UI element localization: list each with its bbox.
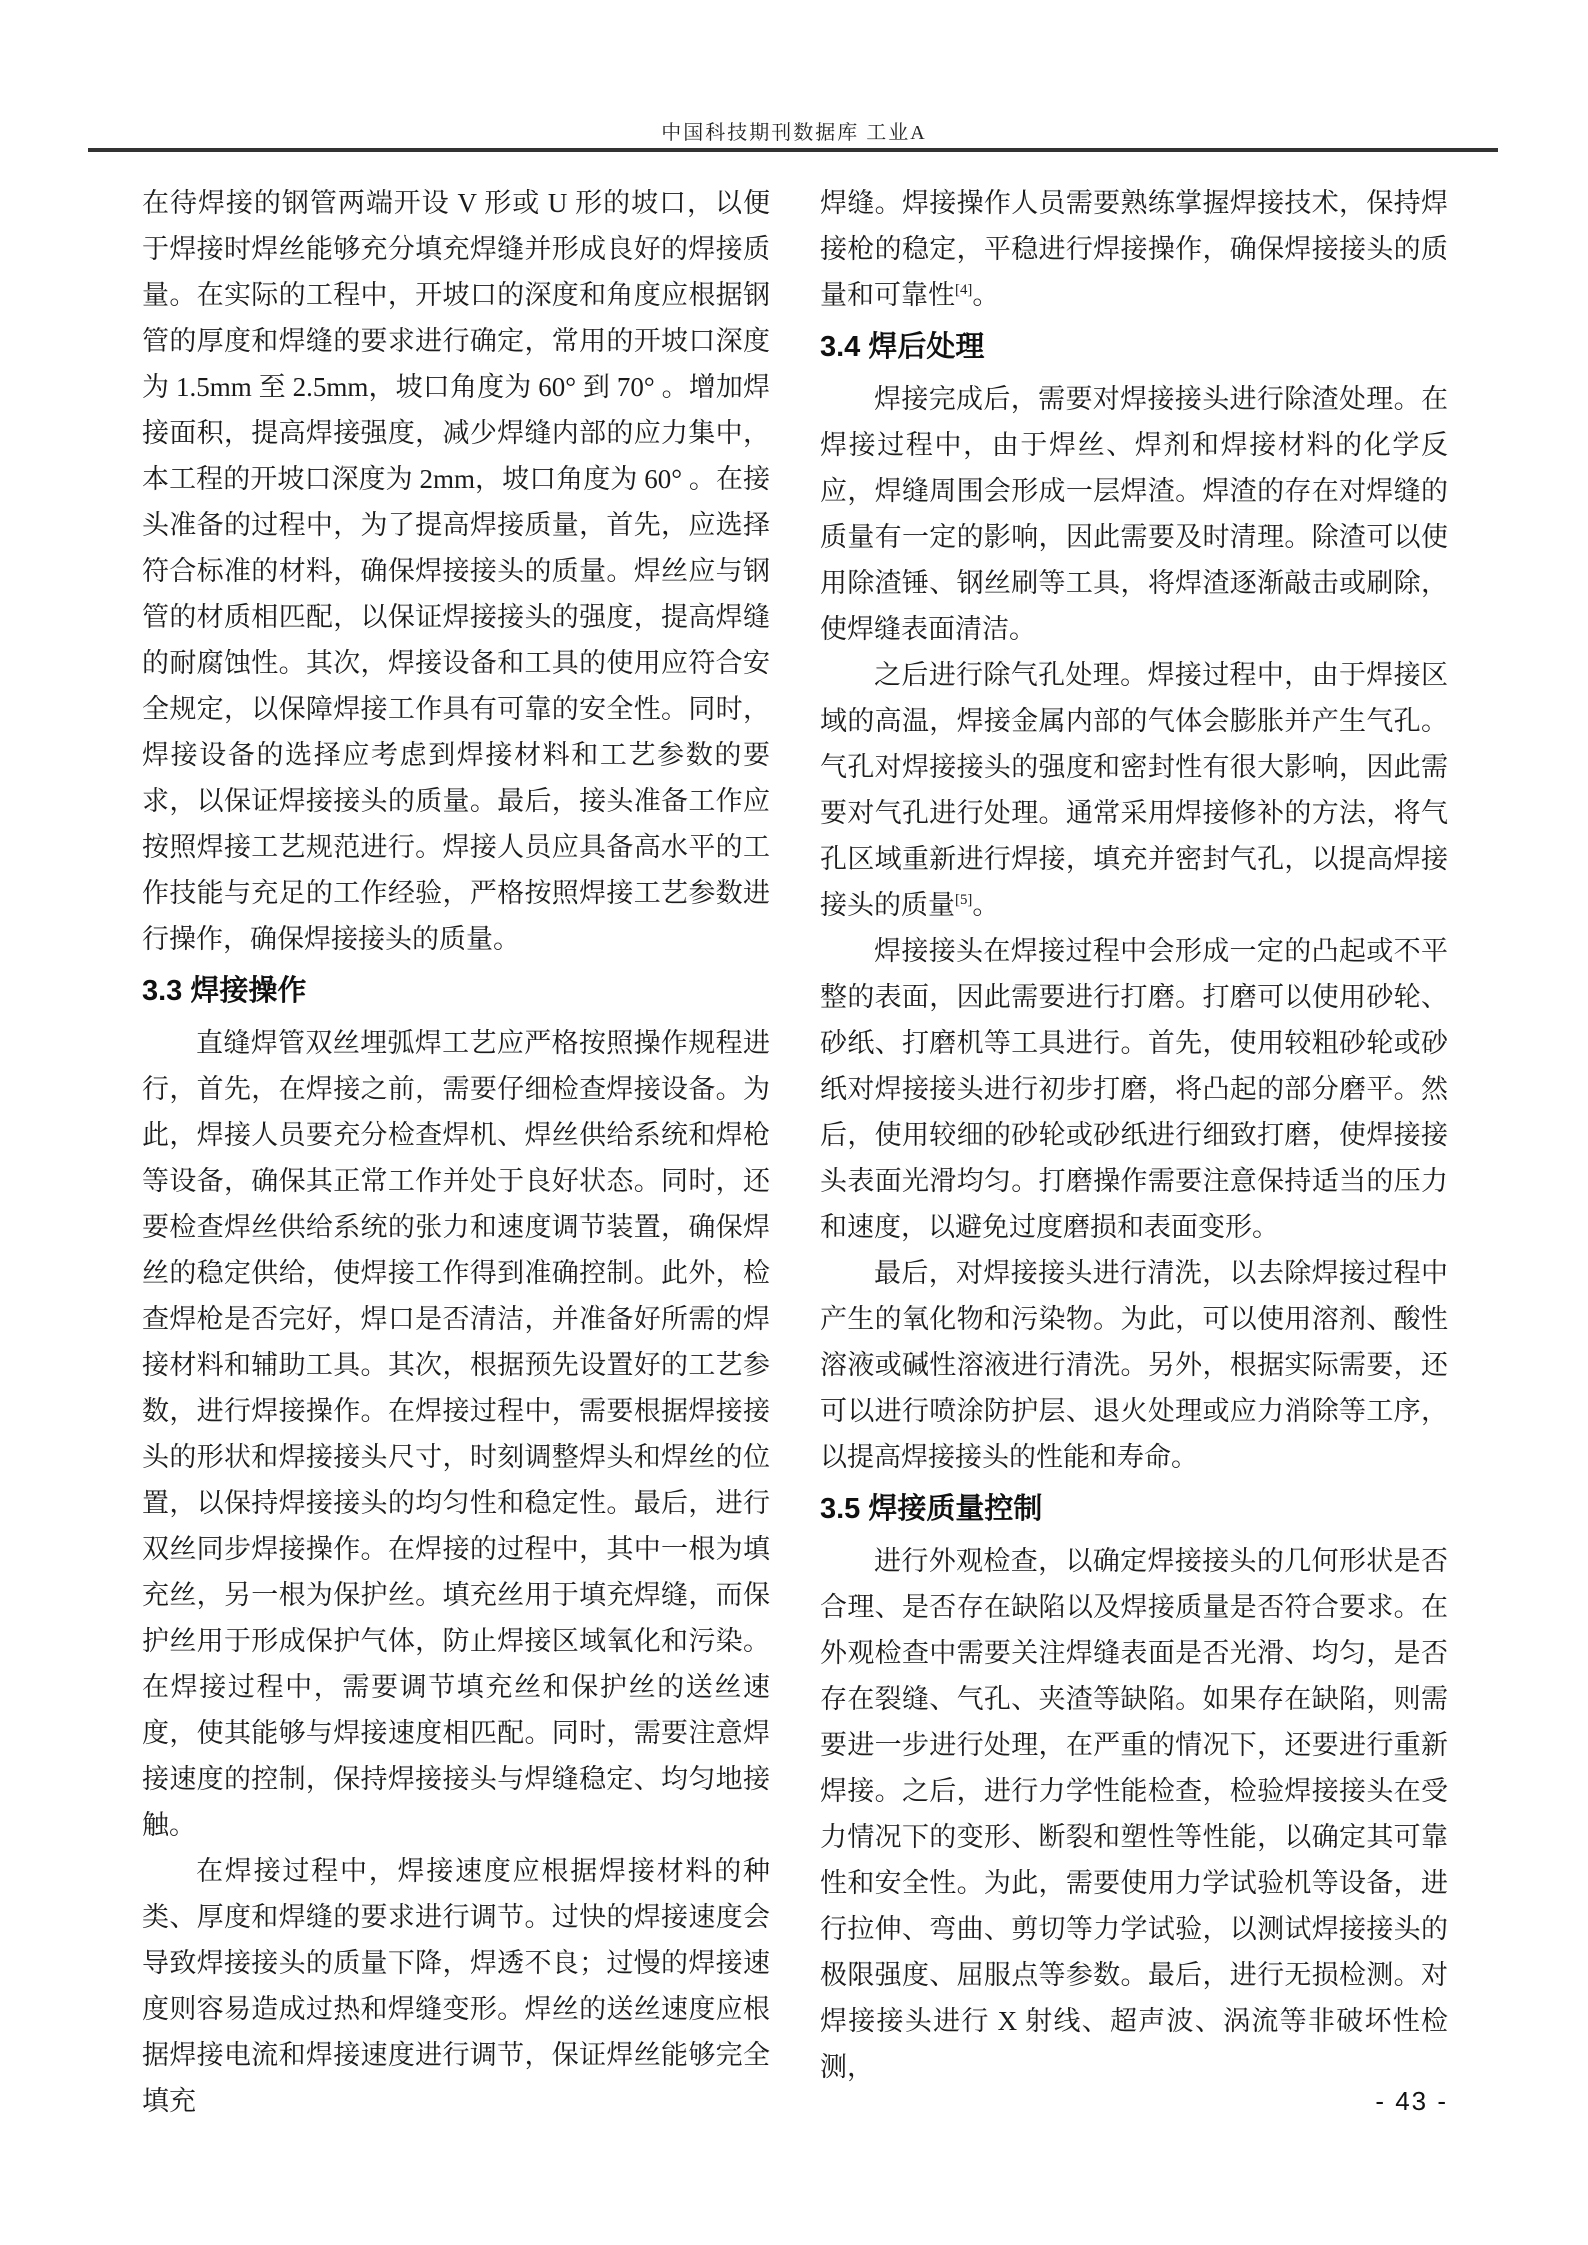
body-paragraph: 在焊接过程中，焊接速度应根据焊接材料的种类、厚度和焊缝的要求进行调节。过快的焊接速度会导致焊接接头的质量下降，焊透不良；过慢的焊接速度则容易造成过热和焊缝变形。焊丝的送丝速度应根据焊接电流和焊接速度进行调节，保证焊丝能够完全填充 — [142, 1856, 770, 2116]
body-paragraph: 进行外观检查，以确定焊接接头的几何形状是否合理、是否存在缺陷以及焊接质量是否符合要求。在外观检查中需要关注焊缝表面是否光滑、均匀，是否存在裂缝、气孔、夹渣等缺陷。如果存在缺陷，则需要进一步进行处理，在严重的情况下，还要进行重新焊接。之后，进行力学性能检查，检验焊接接头在受力情况下的变形、断裂和塑性等性能，以确定其可靠性和安全性。为此，需要使用力学试验机等设备，进行拉伸、弯曲、剪切等力学试验，以测试焊接接头的极限强度、屈服点等参数。最后，进行无损检测。对焊接接头进行 X 射线、超声波、涡流等非破坏性检测， — [820, 1546, 1448, 2082]
right-column — [820, 180, 1448, 2124]
citation-ref: [5] — [955, 892, 973, 908]
body-paragraph: 最后，对焊接接头进行清洗，以去除焊接过程中产生的氧化物和污染物。为此，可以使用溶剂、酸性溶液或碱性溶液进行清洗。另外，根据实际需要，还可以进行喷涂防护层、退火处理或应力消除等工序，以提高焊接接头的性能和寿命。 — [820, 1258, 1448, 1472]
section-heading: 3.3 焊接操作 — [142, 975, 307, 1007]
section-heading: 3.5 焊接质量控制 — [820, 1493, 1043, 1525]
journal-header: 中国科技期刊数据库 工业A — [661, 122, 927, 144]
body-paragraph: 在待焊接的钢管两端开设 V 形或 U 形的坡口，以便于焊接时焊丝能够充分填充焊缝并形成良好的焊接质量。在实际的工程中，开坡口的深度和角度应根据钢管的厚度和焊缝的要求进行确定，常用的开坡口深度为 1.5mm 至 2.5mm，坡口角度为 60° 到 70° 。增加焊接面积，提高焊接强度，减少焊缝内部的应力集中，本工程的开坡口深度为 2mm，坡口角度为 60° 。在接头准备的过程中，为了提高焊接质量，首先，应选择符合标准的材料，确保焊接接头的质量。焊丝应与钢管的材质相匹配，以保证焊接接头的强度，提高焊缝的耐腐蚀性。其次，焊接设备和工具的使用应符合安全规定，以保障焊接工作具有可靠的安全性。同时，焊接设备的选择应考虑到焊接材料和工艺参数的要求，以保证焊接接头的质量。最后，接头准备工作应按照焊接工艺规范进行。焊接人员应具备高水平的工作技能与充足的工作经验，严格按照焊接工艺参数进行操作，确保焊接接头的质量。 — [142, 188, 770, 954]
citation-ref: [4] — [955, 282, 973, 298]
header-divider-rule — [88, 148, 1498, 152]
body-paragraph: 焊接完成后，需要对焊接接头进行除渣处理。在焊接过程中，由于焊丝、焊剂和焊接材料的化学反应，焊缝周围会形成一层焊渣。焊渣的存在对焊缝的质量有一定的影响，因此需要及时清理。除渣可以使用除渣锤、钢丝刷等工具，将焊渣逐渐敲击或刷除，使焊缝表面清洁。 — [820, 384, 1448, 644]
page-number: - 43 - — [1375, 2086, 1448, 2116]
body-paragraph: 焊接接头在焊接过程中会形成一定的凸起或不平整的表面，因此需要进行打磨。打磨可以使用砂轮、砂纸、打磨机等工具进行。首先，使用较粗砂轮或砂纸对焊接接头进行初步打磨，将凸起的部分磨平。然后，使用较细的砂轮或砂纸进行细致打磨，使焊接接头表面光滑均匀。打磨操作需要注意保持适当的压力和速度，以避免过度磨损和表面变形。 — [820, 936, 1448, 1242]
section-heading: 3.4 焊后处理 — [820, 331, 985, 363]
two-column-body — [142, 180, 1448, 2124]
body-paragraph: 之后进行除气孔处理。焊接过程中，由于焊接区域的高温，焊接金属内部的气体会膨胀并产生气孔。气孔对焊接接头的强度和密封性有很大影响，因此需要对气孔进行处理。通常采用焊接修补的方法，将气孔区域重新进行焊接，填充并密封气孔，以提高焊接接头的质量[5]。 — [820, 660, 1448, 920]
body-paragraph: 焊缝。焊接操作人员需要熟练掌握焊接技术，保持焊接枪的稳定，平稳进行焊接操作，确保焊接接头的质量和可靠性[4]。 — [820, 188, 1448, 310]
body-paragraph: 直缝焊管双丝埋弧焊工艺应严格按照操作规程进行，首先，在焊接之前，需要仔细检查焊接设备。为此，焊接人员要充分检查焊机、焊丝供给系统和焊枪等设备，确保其正常工作并处于良好状态。同时，还要检查焊丝供给系统的张力和速度调节装置，确保焊丝的稳定供给，使焊接工作得到准确控制。此外，检查焊枪是否完好，焊口是否清洁，并准备好所需的焊接材料和辅助工具。其次，根据预先设置好的工艺参数，进行焊接操作。在焊接过程中，需要根据焊接接头的形状和焊接接头尺寸，时刻调整焊头和焊丝的位置，以保持焊接接头的均匀性和稳定性。最后，进行双丝同步焊接操作。在焊接的过程中，其中一根为填充丝，另一根为保护丝。填充丝用于填充焊缝，而保护丝用于形成保护气体，防止焊接区域氧化和污染。在焊接过程中，需要调节填充丝和保护丝的送丝速度，使其能够与焊接速度相匹配。同时，需要注意焊接速度的控制，保持焊接接头与焊缝稳定、均匀地接触。 — [142, 1028, 770, 1840]
left-column — [142, 180, 770, 2124]
